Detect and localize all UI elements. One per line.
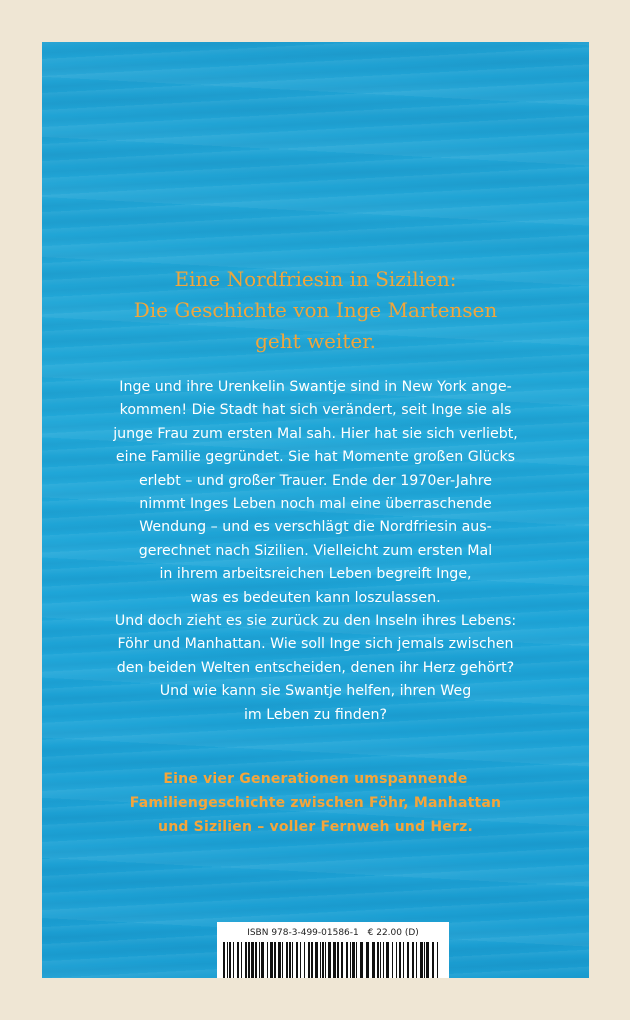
blurb-line: eine Familie gegründet. Sie hat Momente großen Glücks bbox=[115, 449, 516, 466]
closing-line: und Sizilien – voller Fernweh und Herz. bbox=[158, 819, 473, 835]
blurb-line: Inge und ihre Urenkelin Swantje sind in New York ange- bbox=[119, 379, 512, 395]
blurb-line: was es bedeuten kann loszulassen. bbox=[190, 589, 441, 606]
barcode-icon bbox=[223, 942, 443, 978]
blurb-line: erlebt – und großer Trauer. Ende der 1970er-Jahre bbox=[138, 472, 493, 489]
tagline bbox=[42, 264, 589, 357]
tagline-line: Eine Nordfriesin in Sizilien: bbox=[174, 267, 457, 291]
blurb-line: gerechnet nach Sizilien. Vielleicht zum ersten Mal bbox=[138, 542, 493, 559]
isbn-number: ISBN 978-3-499-01586-1 bbox=[247, 928, 359, 938]
blurb-line: kommen! Die Stadt hat sich verändert, seit Inge sie als bbox=[119, 402, 512, 419]
closing-line: Eine vier Generationen umspannende bbox=[163, 771, 468, 787]
back-cover bbox=[42, 42, 589, 978]
blurb-line: Und wie kann sie Swantje helfen, ihren Weg bbox=[159, 683, 472, 700]
tagline-line: geht weiter. bbox=[255, 329, 376, 353]
blurb-text bbox=[42, 376, 589, 727]
price-label: € 22.00 (D) bbox=[367, 928, 419, 938]
blurb-line: junge Frau zum ersten Mal sah. Hier hat sie sich verliebt, bbox=[113, 425, 518, 442]
blurb-line: Wendung – und es verschlägt die Nordfriesin aus- bbox=[139, 519, 492, 536]
closing-tagline bbox=[42, 767, 589, 839]
tagline-line: Die Geschichte von Inge Martensen bbox=[133, 298, 498, 322]
closing-line: Familiengeschichte zwischen Föhr, Manhattan bbox=[129, 795, 502, 811]
isbn-line bbox=[217, 928, 449, 938]
blurb-line: Und doch zieht es sie zurück zu den Inseln ihres Lebens: bbox=[114, 613, 517, 630]
barcode-box bbox=[217, 922, 449, 978]
blurb-line: Föhr und Manhattan. Wie soll Inge sich jemals zwischen bbox=[117, 636, 514, 653]
blurb-line: im Leben zu finden? bbox=[243, 706, 388, 723]
blurb-line: in ihrem arbeitsreichen Leben begreift Inge, bbox=[159, 566, 472, 583]
blurb-line: nimmt Inges Leben noch mal eine überraschende bbox=[139, 496, 492, 513]
blurb-line: den beiden Welten entscheiden, denen ihr Herz gehört? bbox=[116, 659, 515, 676]
